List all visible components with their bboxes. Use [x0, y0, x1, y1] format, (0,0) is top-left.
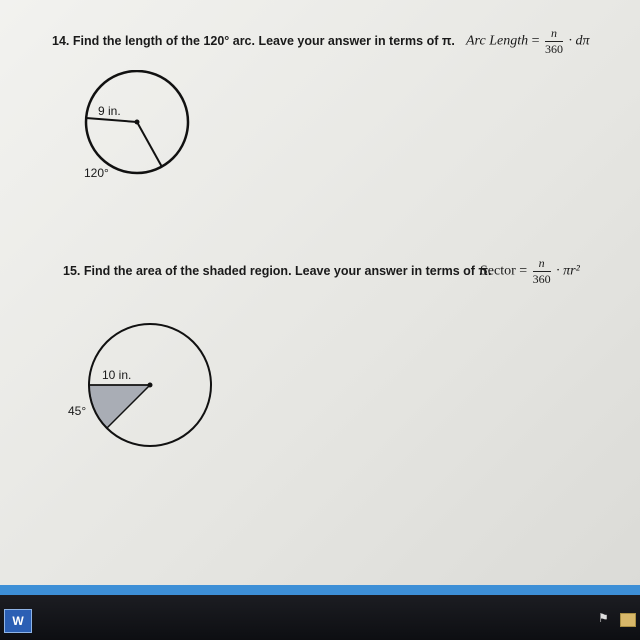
- shaded-sector: [89, 385, 150, 428]
- taskbar-accent-strip: [0, 585, 640, 595]
- problem-15-text: 15. Find the area of the shaded region. Leave your answer in terms of π.: [63, 264, 492, 278]
- radius-label-15: 10 in.: [102, 368, 132, 382]
- radius-label-14: 9 in.: [98, 104, 121, 118]
- center-point-14: [135, 120, 140, 125]
- angle-label-14: 120°: [84, 166, 109, 180]
- radius-line-14b: [137, 122, 162, 167]
- network-icon[interactable]: ⚑: [598, 611, 609, 625]
- arc-length-formula: Arc Length = $\frac{n}{360}$ · dπ: [466, 26, 590, 56]
- folder-icon[interactable]: [620, 613, 636, 627]
- radius-line-14: [86, 118, 137, 122]
- center-point-15: [148, 383, 153, 388]
- sector-formula: Sector = $\frac{n}{360}$ · πr²: [480, 256, 580, 286]
- problem-14-text: 14. Find the length of the 120° arc. Leave your answer in terms of π.: [52, 34, 455, 48]
- word-app-icon[interactable]: W: [4, 609, 32, 633]
- angle-label-15: 45°: [68, 404, 87, 418]
- taskbar-bar: [0, 595, 640, 640]
- circle-diagram-15: [80, 318, 220, 453]
- taskbar: [0, 585, 640, 640]
